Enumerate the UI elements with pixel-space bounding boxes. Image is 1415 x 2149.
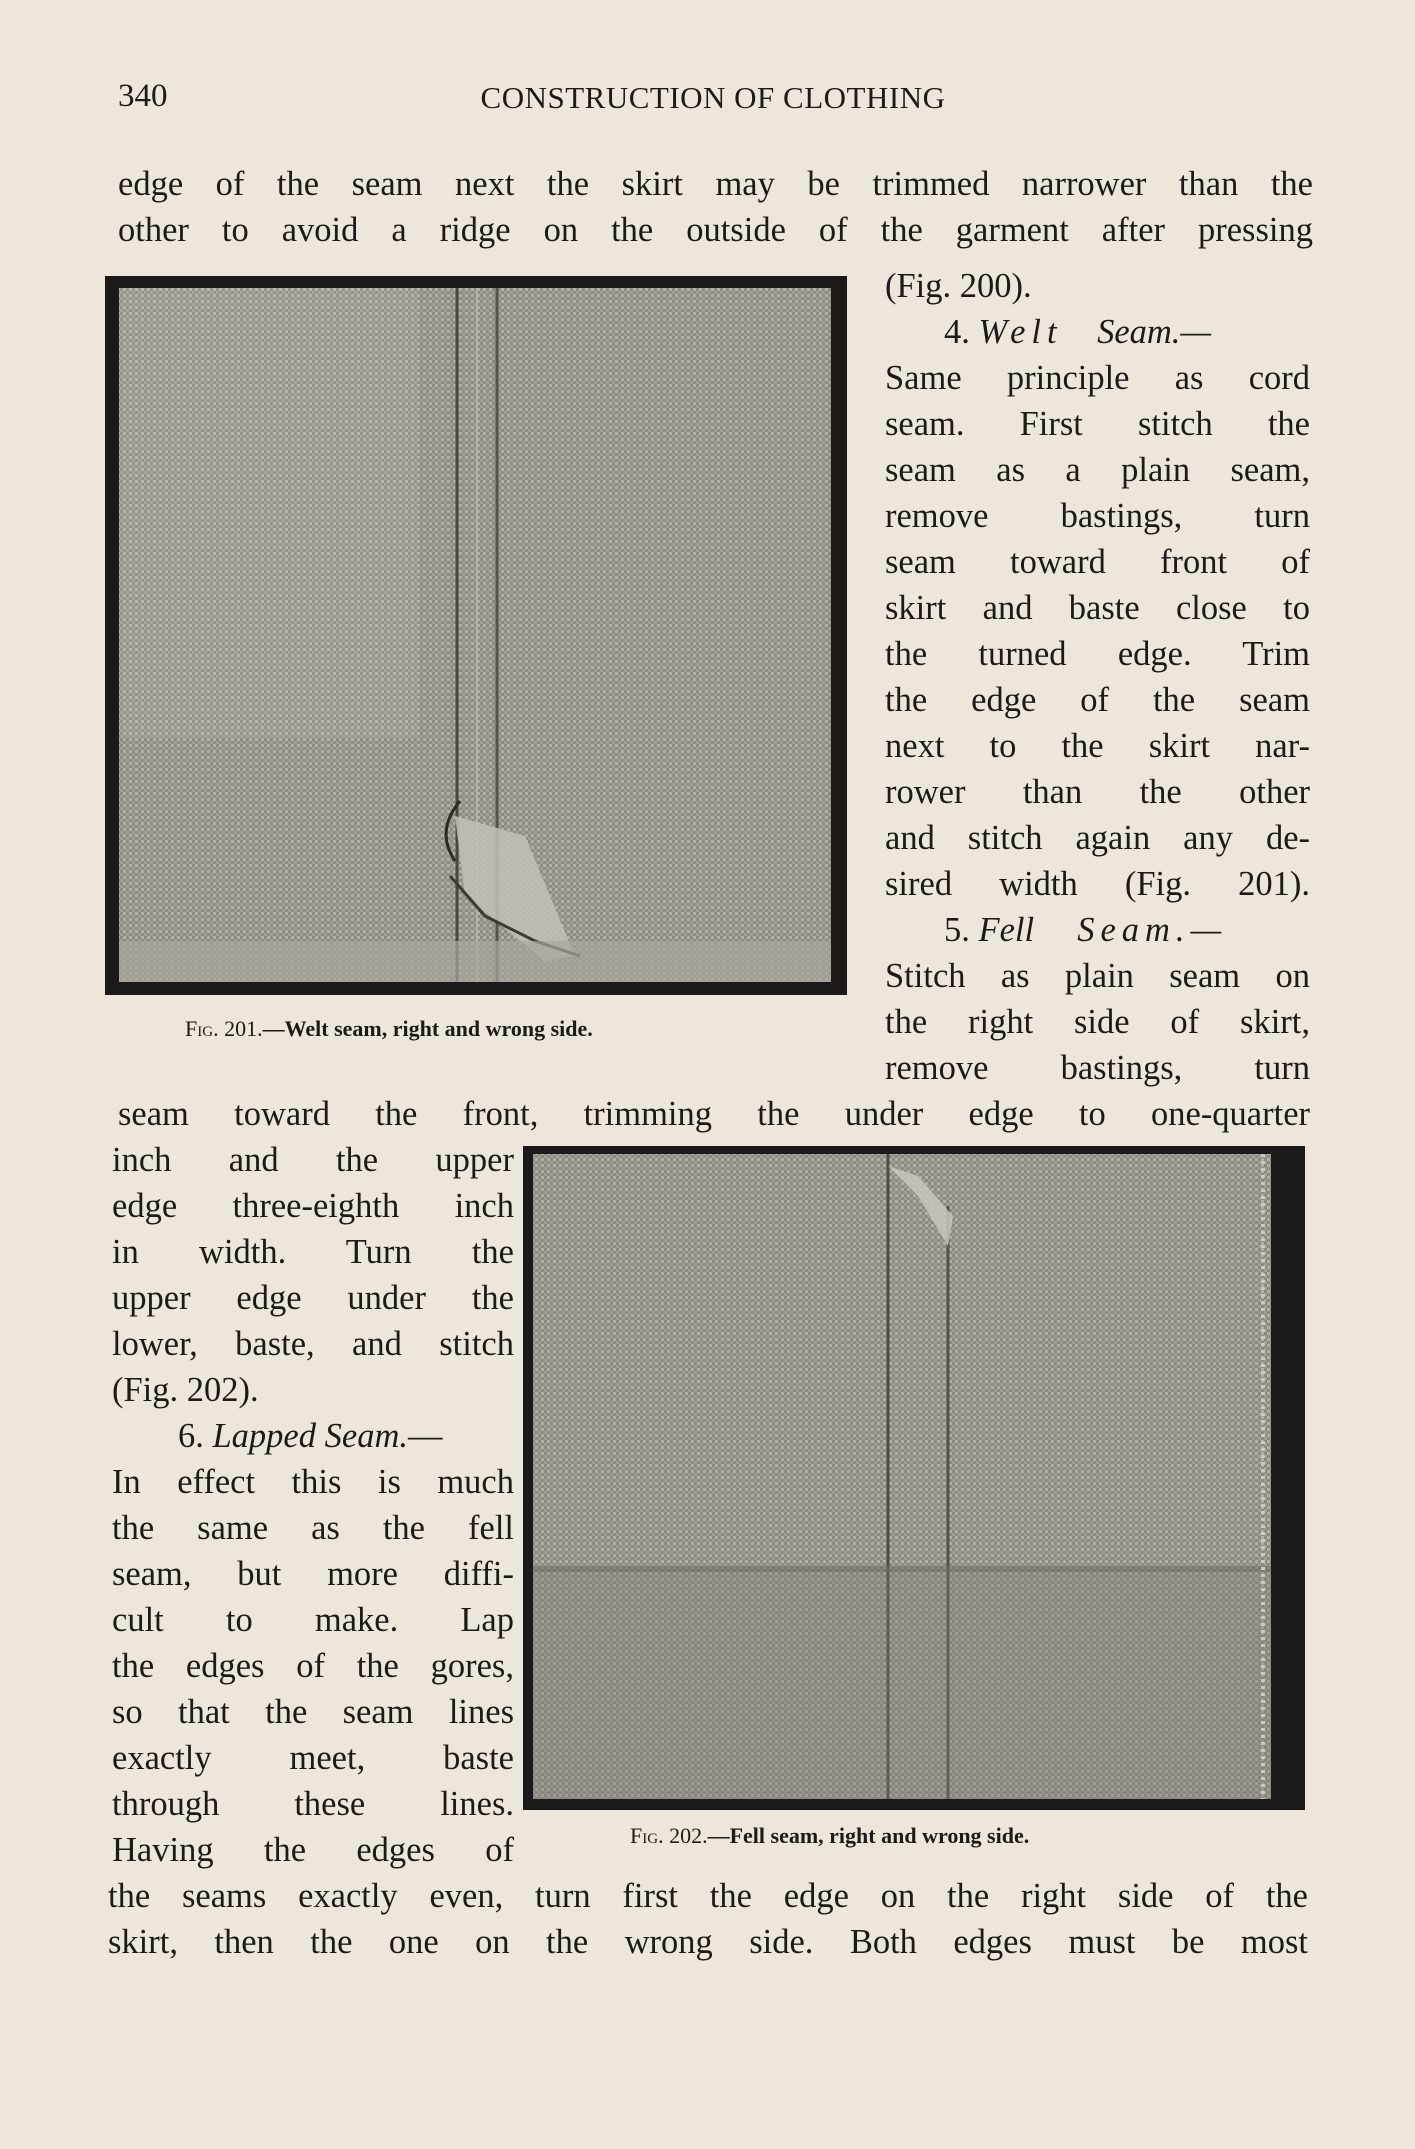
text-line: next to the skirt nar- (885, 727, 1310, 765)
text-line: so that the seam lines (112, 1693, 514, 1731)
text-line: exactly meet, baste (112, 1739, 514, 1777)
text-line: Having the edges of (112, 1831, 514, 1869)
text-line: seam toward the front, trimming the under edge to one-quarter (118, 1095, 1310, 1133)
text-line: edge three-eighth inch (112, 1187, 514, 1225)
text-line: lower, baste, and stitch (112, 1325, 514, 1363)
text-line: the edges of the gores, (112, 1647, 514, 1685)
figure-label: Fig. 201. (185, 1016, 263, 1041)
text-line: rower than the other (885, 773, 1310, 811)
text-line: remove bastings, turn (885, 497, 1310, 535)
text-line: the same as the fell (112, 1509, 514, 1547)
text-line: seam, but more diffi- (112, 1555, 514, 1593)
figure-label: Fig. 202. (630, 1823, 708, 1848)
figure-202-photo (523, 1146, 1305, 1810)
caption-text: —Fell seam, right and wrong side. (707, 1823, 1030, 1848)
running-head: CONSTRUCTION OF CLOTHING (480, 80, 946, 115)
text-line: (Fig. 202). (112, 1371, 259, 1409)
text-line: In effect this is much (112, 1463, 514, 1501)
text-line: the turned edge. Trim (885, 635, 1310, 673)
text-line: remove bastings, turn (885, 1049, 1310, 1087)
text-line: seam toward front of (885, 543, 1310, 581)
text-line: seam as a plain seam, (885, 451, 1310, 489)
text-line: (Fig. 200). (885, 267, 1032, 305)
figure-202-caption (630, 1823, 1029, 1849)
section-heading-lapped: 6. Lapped Seam.— (178, 1417, 443, 1455)
text-line: seam. First stitch the (885, 405, 1310, 443)
welt-seam-fabric-image (105, 276, 847, 995)
fell-seam-fabric-image (523, 1146, 1305, 1810)
text-line: inch and the upper (112, 1141, 514, 1179)
caption-text: —Welt seam, right and wrong side. (262, 1016, 593, 1041)
text-line: and stitch again any de- (885, 819, 1310, 857)
page-number: 340 (118, 78, 168, 114)
text-line: Stitch as plain seam on (885, 957, 1310, 995)
text-line: Same principle as cord (885, 359, 1310, 397)
text-line: upper edge under the (112, 1279, 514, 1317)
text-line: edge of the seam next the skirt may be trimmed narrower than the (118, 165, 1313, 203)
text-line: other to avoid a ridge on the outside of the garment after pressing (118, 211, 1313, 249)
page-header (118, 78, 1308, 118)
text-line: the seams exactly even, turn first the edge on the right side of the (108, 1877, 1308, 1915)
section-heading-welt: 4. Welt Seam.— (944, 313, 1212, 351)
section-heading-fell: 5. Fell Seam.— (944, 911, 1228, 949)
text-line: through these lines. (112, 1785, 514, 1823)
figure-201-photo (105, 276, 847, 995)
figure-201-caption (185, 1016, 593, 1042)
text-line: sired width (Fig. 201). (885, 865, 1310, 903)
text-line: the edge of the seam (885, 681, 1310, 719)
text-line: skirt, then the one on the wrong side. Both edges must be most (108, 1923, 1308, 1961)
text-line: in width. Turn the (112, 1233, 514, 1271)
text-line: skirt and baste close to (885, 589, 1310, 627)
text-line: cult to make. Lap (112, 1601, 514, 1639)
text-line: the right side of skirt, (885, 1003, 1310, 1041)
